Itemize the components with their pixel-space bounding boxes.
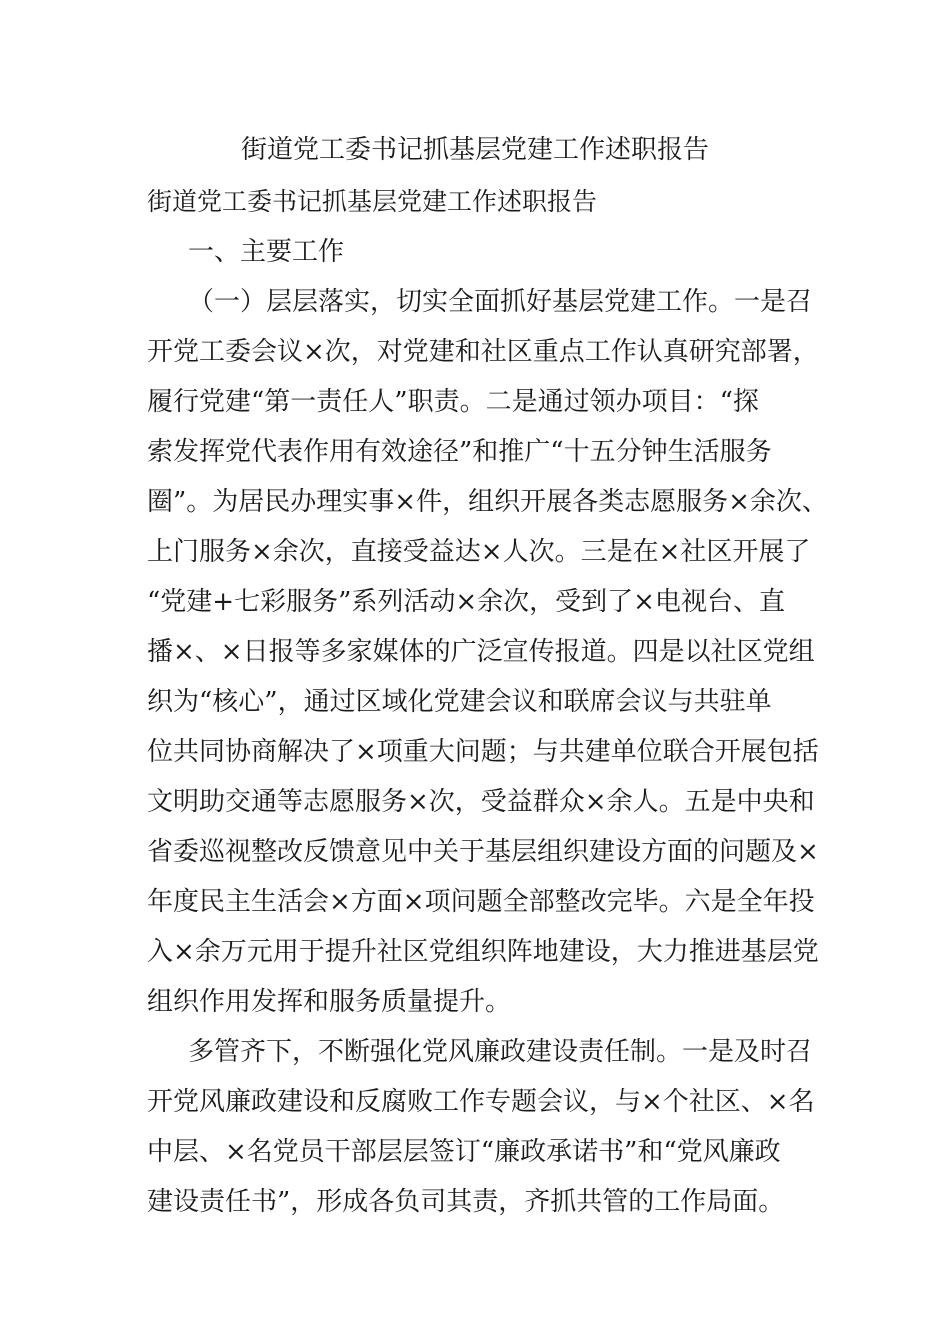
paragraph-line: （一）层层落实，切实全面抓好基层党建工作。一是召 <box>188 287 813 317</box>
paragraph-line: 圈”。为居民办理实事×件，组织开展各类志愿服务×余次、 <box>147 487 828 517</box>
paragraph-line: 履行党建“第一责任人”职责。二是通过领办项目：“探 <box>147 387 759 417</box>
paragraph-line: 上门服务×余次，直接受益达×人次。三是在×社区开展了 <box>147 537 811 567</box>
paragraph-line: 多管齐下，不断强化党风廉政建设责任制。一是及时召 <box>188 1037 813 1067</box>
paragraph-line: 开党工委会议×次，对党建和社区重点工作认真研究部署， <box>147 337 819 367</box>
section-heading: 一、主要工作 <box>188 237 345 267</box>
paragraph-line: 组织作用发挥和服务质量提升。 <box>147 987 512 1017</box>
paragraph-line: “党建+七彩服务”系列活动×余次，受到了×电视台、直 <box>147 587 785 617</box>
document-subtitle: 街道党工委书记抓基层党建工作述职报告 <box>147 187 598 216</box>
paragraph-line: 中层、×名党员干部层层签订“廉政承诺书”和“党风廉政 <box>147 1137 781 1167</box>
paragraph-line: 索发挥党代表作用有效途径”和推广“十五分钟生活服务 <box>147 437 772 467</box>
paragraph-line: 年度民主生活会×方面×项问题全部整改完毕。六是全年投 <box>147 887 815 917</box>
paragraph-line: 织为“核心”，通过区域化党建会议和联席会议与共驻单 <box>147 687 772 717</box>
document-title: 街道党工委书记抓基层党建工作述职报告 <box>240 135 709 165</box>
paragraph-line: 建设责任书”，形成各负司其责，齐抓共管的工作局面。 <box>147 1187 785 1217</box>
paragraph-line: 播×、×日报等多家媒体的广泛宣传报道。四是以社区党组 <box>147 637 815 667</box>
paragraph-line: 省委巡视整改反馈意见中关于基层组织建设方面的问题及× <box>147 837 819 867</box>
paragraph-line: 入×余万元用于提升社区党组织阵地建设，大力推进基层党 <box>147 937 819 967</box>
paragraph-line: 开党风廉政建设和反腐败工作专题会议，与×个社区、×名 <box>147 1087 815 1117</box>
paragraph-line: 位共同协商解决了×项重大问题；与共建单位联合开展包括 <box>147 737 819 767</box>
paragraph-line: 文明助交通等志愿服务×次，受益群众×余人。五是中央和 <box>147 787 815 817</box>
